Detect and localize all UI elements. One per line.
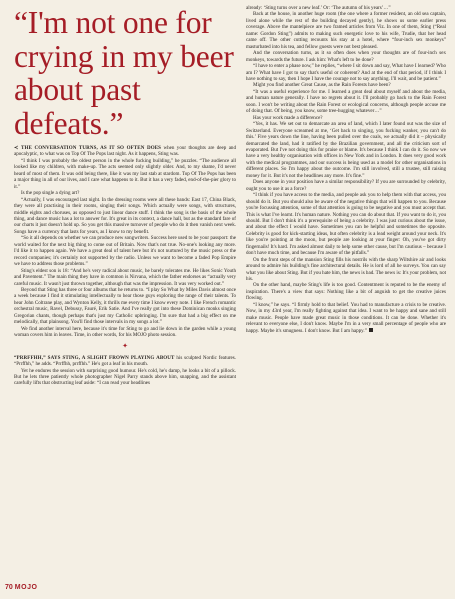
article-column-left	[14, 145, 236, 577]
body-paragraph: On the front steps of the mansion Sting fills his nostrils with the sharp Wiltshire air and looks around to admire his building's fine architectural details. He is lord of all he surveys. You can say what you like about Sting. But if you hate him, the news is bad. The news is: It's your problem, not his.	[246, 256, 446, 283]
body-paragraph: Back at the house, in another huge room (the one where a former resident, an old sea captain, lived alone while the rest of the building decayed gently), he shows us some earlier press coverage. Above the mantelpiece are two framed articles from Viz. In one of them, Sting (“Real name: Gordon Sting”) admits to making such energetic love to his wife, Trudie, that her head came off. The other cutting recounts his stay at a hotel, where “four-inch sex monkeys” masturbated into his tea, and fellow guests were not best pleased.	[246, 11, 446, 50]
second-lead-in-caps: “PRRFFHH,” SAYS STING, A SLIGHT FROWN PLAYING ABOUT	[14, 354, 175, 361]
lead-in-rest: when your thoughts are deep and apocalyptic, to what was on Top Of The Pops last night. As it happens, Sting was.	[14, 145, 236, 158]
page-number: 70	[5, 584, 13, 591]
page-footer	[5, 584, 37, 592]
body-paragraph: On the other hand, maybe Sting's life is too good. Contentment is reputed to be the enemy of inspiration. There's a view that says: Nothing like a bit of anguish to get the creative juices flowing.	[246, 282, 446, 302]
body-paragraph: “Actually, I was encouraged last night. In the dressing rooms were all these bands: East 17, China Black, they were all practising in their rooms, singing their songs. Which actually were songs, with structures, middle eights and choruses, as opposed to just linear dance stuff. I think the song is the basis of the whole thing, and dance music has a lot to answer for. It's great in its context, a dance hall, but as the standard fare of our charts it just doesn't hold up. So you get this massive turnover of people who do it then vanish next week. Songs have a currency that lasts for years, as I know to my benefit.	[14, 196, 236, 235]
body-paragraph: “Yes, it has. We set out to demarcate an area of land, which I later found out was the size of Switzerland. Everyone screamed at me, ‘Get back to singing, you fucking wanker, you can't do this.’ Five years down the line, having been pulled over the coals, we actually did it – physically demarcated the land, had it ratified by the Brazilian government, and all the criticism sort of evaporated. But I've not doing this for praise or blame. It's because I think I can do it. So now we have a very healthy organisation with offices in New York and in London. It does very good work with the medical programmes, and our success is being used as a model for other organisations in different places. So I'm happy about the outcome. I'm still involved, still a trustee, still raising money for it. But it's not the headlines any more. It's fine.”	[246, 121, 446, 179]
body-paragraph: “I think I was probably the oldest person in the whole fucking building,” he puzzles. “The audience all looked like my children, with make-up. The acts seemed only slightly older. And, to my shame, I'd never heard of most of them. It was odd being there, like it was my last stab at stardom. Top Of The Pops has been a major thing in all of our lives, and I care what happens to it. But it has a very faded, end-of-the-pier glory to it.”	[14, 157, 236, 190]
final-paragraph-text: “I know,” he says. “I firmly hold to that belief. You had to manufacture a crisis to be creative. Now, in my 43rd year, I'm really fighting against that idea. I want to be happy and sane and still make music. People have made great music in those conditions. It can be done. Whether it's relevant to everyone else, I don't know. Maybe I'm in a very small percentage of people who are happy. Maybe it's smugness. I don't know. But I am happy.”	[246, 301, 446, 334]
pull-quote-headline: “I'm not one for crying in my beer about past defeats.”	[14, 5, 234, 141]
body-paragraph: We find another interval here, because it's time for Sting to go and lie down in the garden while a young woman covers him in leaves. Time, in other words, for his MOJO photo session.	[14, 325, 236, 339]
body-paragraph: Has your work made a difference?	[253, 114, 323, 121]
body-paragraph: Might you find another Great Cause, as the Rain Forests have been?	[253, 82, 391, 89]
second-lead-paragraph	[14, 355, 236, 368]
lead-paragraph	[14, 145, 236, 158]
body-paragraph: Is the pop single a dying art?	[21, 190, 80, 197]
body-paragraph: Beyond that Sting has three or four albums that he returns to. “I play So What by Miles Davis almost once a week because I find it stimulating intellectually to hear those guys exploring the range of their talents. To hear John Coltrane play, and Wynton Kelly, it thrills me every time I know every note. I like French romantic orchestral music, Ravel, Debussy, Fauré, Erik Satie. And I've really got into these Dominican monks singing Gregorian chants, though perhaps that's just my Catholic upbringing. I'm sure that had a big effect on me melodically, that plainsong. You'll find those intervals in my songs a lot.”	[14, 286, 236, 326]
section-divider-icon: ✦	[122, 341, 128, 350]
body-paragraph: “It was a useful experience for me. I learned a great deal about myself and about the media, and human nature generally. I have no regrets about it. I'll probably go back to the Rain Forest soon. I won't be writing about the Rain Forest or ecological concerns, although people accuse me of doing that. Of being, you know, some tree-hugging whatever…”	[246, 88, 446, 115]
body-paragraph: Yet he endures the session with surprising good humour. He's cold, he's damp, he looks a bit of a pillock. But he lets three patiently whole photographer Nigel Parry stands above him, snapping, and the assistant carefully lifts that obstructing leaf aside: “I can read your headlines	[14, 367, 236, 387]
final-paragraph	[246, 302, 446, 334]
body-paragraph: Does anyone in your position have a similar responsibility? If you are surrounded by celebrity, ought you to use it as a force?	[246, 179, 446, 192]
body-paragraph: And the conversation turns, as it so often does when your thoughts are of four-inch sex monkeys, towards the future. I ask him: What's left to be done?	[246, 50, 446, 63]
magazine-name: MOJO	[14, 584, 38, 591]
body-paragraph: “I have to enter a phase now,” he replies, “where I sit down and say, What have I learned? Who am I? What have I got to say that's useful or coherent? And at the end of that period, if I think I have nothing to say, then I hope I have the courage not to say anything. I'll wait, and be patient.”	[246, 63, 446, 82]
body-paragraph: “I think if you have access to the media, and people ask you to help them with that access, you should do it. But you should also be aware of the negative things that will happen to you. Because you're focussing attention, some of that attention is going to be negative and you must accept that. This is what I've learnt. It's human nature. Nothing you can do about that. If you want to do it, you should. But I don't think it's a prerequisite of being a celebrity. I was just curious about the issue, and about the effect I would have. Sometimes you can be helpful and sometimes the opposite. Celebrity is good for kick-starting ideas, but often celebrity is a lead weight around your neck. It's like you're pointing at the moon, but people are looking at your finger: Oh, you've got dirty fingernails! It's hard. I'm asked almost daily to help some other cause, but I'm cautious – because I don't have much time, and because I'm aware of the pitfalls.”	[246, 192, 446, 257]
article-column-right	[246, 5, 446, 577]
end-of-article-mark	[369, 328, 373, 332]
section-dingbat-icon: ≺	[14, 145, 19, 151]
second-lead-in-rest: his sculpted Nordic features. “Prrffhh,” he adds. “Prrffhh, prrffhh.” He's got a leaf in his mouth.	[14, 354, 236, 368]
lead-in-caps: THE CONVERSATION TURNS, AS IT SO OFTEN DOES	[21, 145, 162, 151]
body-paragraph: already: ‘Sting turns over a new leaf.’ Or: ‘The autumn of his years’…”	[246, 5, 391, 11]
body-paragraph: Sting's eldest son is 18: “And he's very radical about music, he barely tolerates me. He likes Sonic Youth and Pavement.” The main thing they have in common is Nirvana, which the father endorses as “actually very careful music. It wasn't just thrown together, although that was the impression. It was very worked out.”	[14, 267, 236, 287]
body-paragraph: “So it all depends on whether we can produce new songwriters. Success here used to be your passport: the world waited for the next big thing to come out of Britain. Now that's not true. No-one's looking any more. I'd like it to happen again. We have a great deal of talent here but it's not nurtured by the music press or the record companies; it's certainly not supported by the radio. Unless we want to become a faded Pop Empire we have to address those problems.”	[14, 235, 236, 268]
